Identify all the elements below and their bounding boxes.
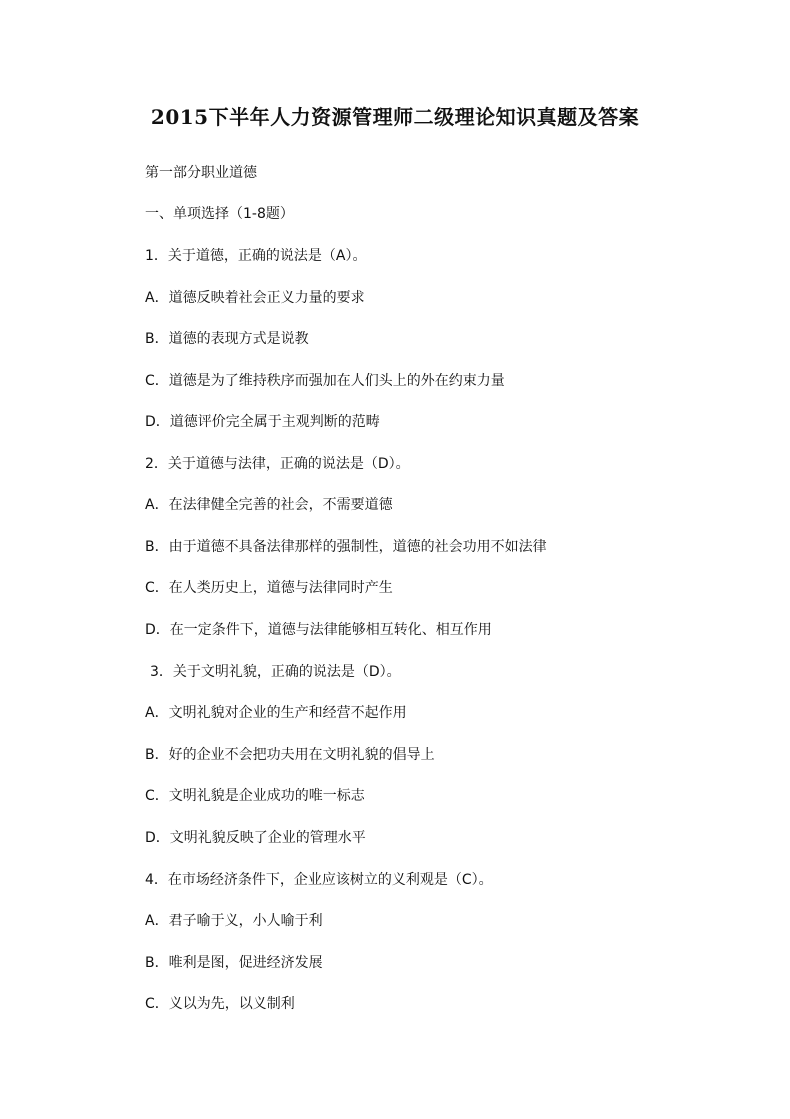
answer-option: A．文明礼貌对企业的生产和经营不起作用: [145, 705, 407, 721]
question-stem: 4．在市场经济条件下，企业应该树立的义利观是（C）。: [145, 872, 493, 888]
section-heading: 一、单项选择（1-8题）: [145, 206, 294, 222]
answer-option: C．在人类历史上，道德与法律同时产生: [145, 580, 393, 596]
part-heading: 第一部分职业道德: [145, 165, 257, 181]
answer-option: A．君子喻于义，小人喻于利: [145, 913, 323, 929]
answer-option: B．由于道德不具备法律那样的强制性，道德的社会功用不如法律: [145, 539, 547, 555]
question-stem: 3．关于文明礼貌，正确的说法是（D）。: [150, 664, 401, 680]
answer-option: D．文明礼貌反映了企业的管理水平: [145, 830, 366, 846]
answer-option: B．好的企业不会把功夫用在文明礼貌的倡导上: [145, 747, 435, 763]
answer-option: C．文明礼貌是企业成功的唯一标志: [145, 788, 365, 804]
answer-option: B．道德的表现方式是说教: [145, 331, 309, 347]
question-stem: 2．关于道德与法律，正确的说法是（D）。: [145, 456, 410, 472]
answer-option: C．道德是为了维持秩序而强加在人们头上的外在约束力量: [145, 373, 505, 389]
answer-option: A．道德反映着社会正义力量的要求: [145, 290, 365, 306]
answer-option: D．道德评价完全属于主观判断的范畴: [145, 414, 380, 430]
answer-option: B．唯利是图，促进经济发展: [145, 955, 323, 971]
question-stem: 1．关于道德，正确的说法是（A）。: [145, 248, 367, 264]
answer-option: A．在法律健全完善的社会，不需要道德: [145, 497, 393, 513]
answer-option: D．在一定条件下，道德与法律能够相互转化、相互作用: [145, 622, 492, 638]
answer-option: C．义以为先，以义制利: [145, 996, 295, 1012]
document-title: 2015下半年人力资源管理师二级理论知识真题及答案: [150, 105, 640, 129]
